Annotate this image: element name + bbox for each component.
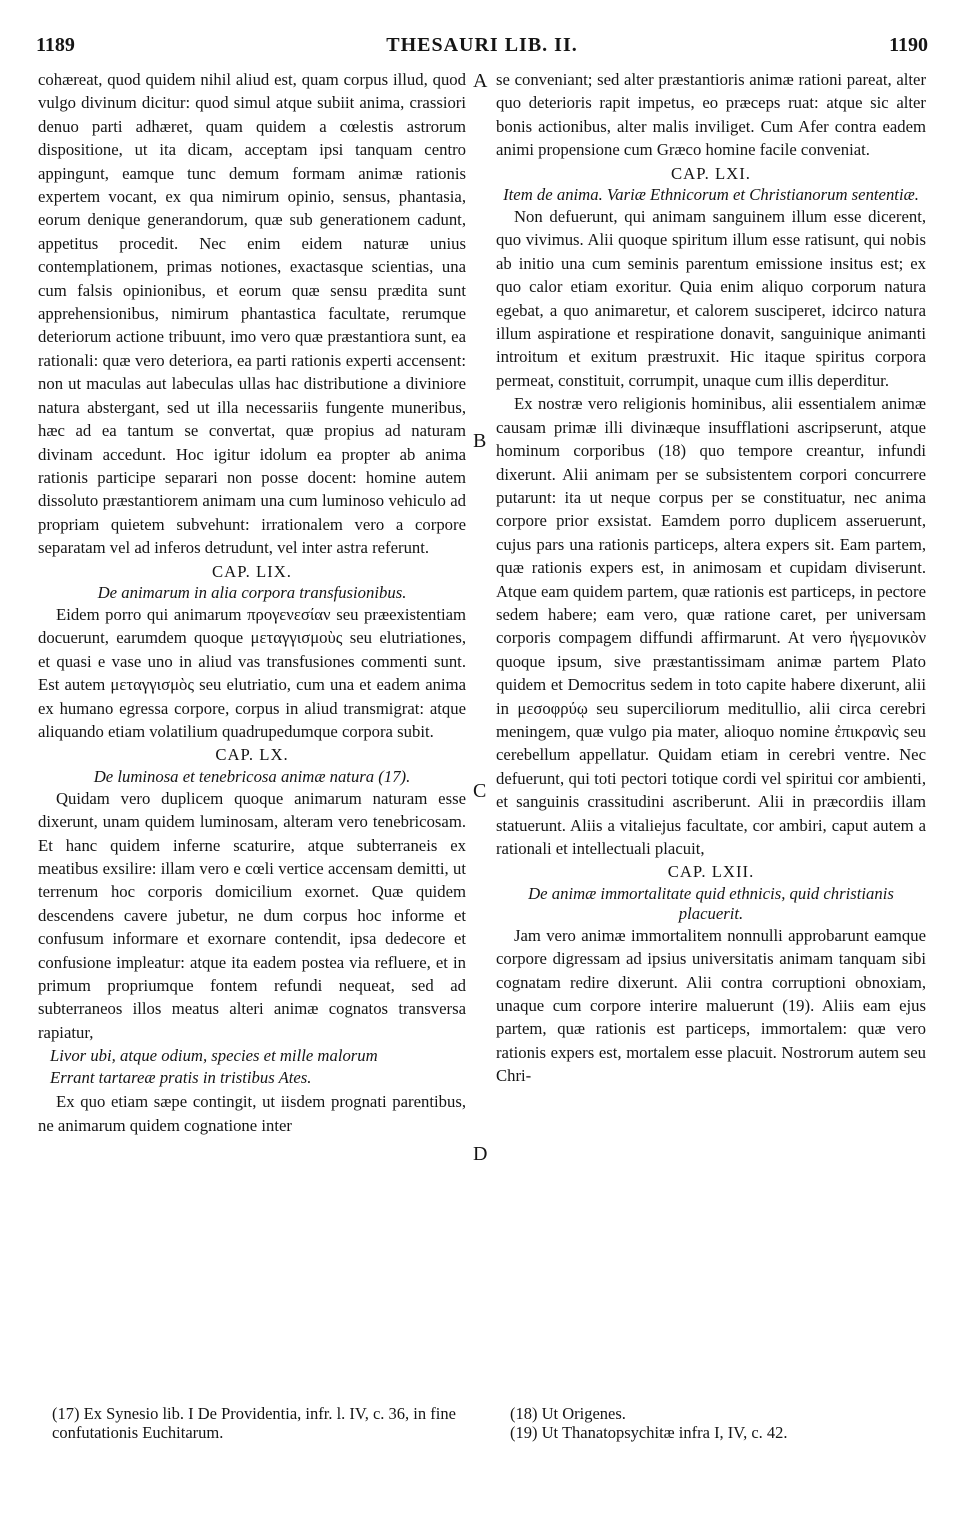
column-marker-d: D	[473, 1143, 488, 1165]
chapter-title-60: De luminosa et tenebricosa animæ natura (17).	[93, 766, 411, 786]
paragraph: Eidem porro qui animarum προγενεσίαν seu præexistentiam docuerunt, earumdem quoque μεταγγισμοὺς seu elutriationes, et quasi e vase uno in aliud vas transfusiones commenti sunt. Est autem μεταγγισμὸς seu elutriatio, cum una et eadem anima ex humano egressa corpore, corpus in aliud transmigrat: atque aliquando etiam volatilium quadrupedumque corpora subit.	[38, 604, 466, 741]
paragraph: Ex quo etiam sæpe contingit, ut iisdem prognati parentibus, ne animarum quidem cognatione inter	[38, 1092, 466, 1135]
paragraph: Jam vero animæ immortalitem nonnulli approbarunt eamque corpore digressam ad ipsius universitatis animam tanquam sibi cognatam redire dixerunt. Alii contra corruptioni obnoxiam, unaque cum corpore interire maluerunt (19). Aliis eam ejus partem, quæ rationis est particeps, immortalem: quæ vero rationis expers est, mortalem esse placuit. Nostrorum autem seu Chri-	[496, 925, 926, 1086]
verse-line: Errant tartareæ pratis in tristibus Ates.	[50, 1068, 312, 1088]
chapter-heading-60: CAP. LX.	[215, 745, 289, 765]
paragraph: Ex nostræ vero religionis hominibus, alii essentialem animæ causam primæ illi divinæque insufflationi ascripserunt, atque hominum corporibus (18) quo tempore creantur, infundi dixerunt. Alii animam per se subsistentem corpori concurrere putarunt: ita ut neque corpus per se constituatur, nec anima corpore prior exsistat. Eamdem porro duplicem asseruerunt, cujus pars una rationis particeps, altera expers sit. Eam partem, quæ rationis expers est, in animosam et cupidam diviserunt. Atque eam quidem partem, quæ rationis est particeps, in pectore sedem habere; eam vero, quæ ratione caret, per universam corporis compagem diffundi affirmarunt. At vero ἡγεμονικὸν quoque ipsum, sive præstantissimam animæ partem Plato quidem et Democritus sedem in toto capite habere dixerunt, alii in μεσοφρύῳ seu superciliorum meditullio, alii circa cerebri meningem, quæ vulgo pia mater, alioquo nomine ἐπικρανὶς seu cerebellum appellatur. Quidam etiam in cerebri ventre. Nec defuerunt, qui toti pectori totique cordi vel spiritui cor ambienti, et sanguinis crassitudini ascriberunt. Alii in præcordiis illam statuerunt. Aliis a vitaliejus facultate, cor ambiri, caput autem a rationali et intellectuali placuit,	[496, 394, 926, 858]
chapter-title-59: De animarum in alia corpora transfusionibus.	[97, 582, 407, 602]
paragraph: Quidam vero duplicem quoque animarum naturam esse dixerunt, unam quidem luminosam, alteram vero tenebricosam. Et hanc quidem inferne scaturire, atque subterraneis ex meatibus exsilire: illam vero e cœli vertice accensam demitti, ut terrenum hoc corporis domicilium exornet. Quæ quidem descendens cavere jubetur, ne dum corpus hoc informe et confusum informare et exornare contendit, ipsa dedecore et confusione impleatur: atque ita eadem postea via refluere, et in primum propriumque fontem refundi nequeat, sed ad subterraneos illos meatus alteri animæ cognatos transversa rapiatur,	[38, 788, 466, 1042]
column-marker-b: B	[473, 430, 487, 452]
running-title: THESAURI LIB. II.	[386, 34, 578, 56]
left-column	[38, 68, 466, 1137]
footnotes-left	[52, 1404, 472, 1442]
column-marker-c: C	[473, 780, 487, 802]
chapter-title-62: De animæ immortalitate quid ethnicis, quid christianis placuerit.	[528, 883, 894, 923]
chapter-title-61: Item de anima. Variæ Ethnicorum et Christianorum sententiæ.	[503, 185, 919, 205]
paragraph: cohæreat, quod quidem nihil aliud est, quam corpus illud, quod vulgo divinum dicitur: quod simul atque subiit anima, crassiori denuo parti adhæret, quam quidem a cœlestis astrorum dispositione, ut ita dicam, acceptam ipsi tanquam centro appingunt, eamque tunc demum formam animæ rationis expertem vocant, ex qua nimirum opinio, sensus, phantasia, eorum denique generandorum, quæ sub generationem cadunt, appetitus procedit. Nec enim eidem naturæ unius contemplationem, primas notiones, exactasque scientias, una cum falsis opinionibus, et eorum quæ sensu prædita sunt apprehensionibus, nimirum phantastica facultate, rerumque deteriorum actione tribuunt, imo vero quæ præstantiora sunt, ea rationali: quæ vero deteriora, ea parti rationis experti accensent: non ut maculas aut labeculas ullas hac distributione a diviniore natura abstergant, sed ut illa necessariis fungente muneribus, hæc ad ea tantum se convertat, quæ propius ad naturam divinam accedunt. Hoc igitur idolum ea propter ab anima rationis participe separari non posse docent: homine autem dissoluto præstantiorem animam una cum luminoso vehiculo ad propriam quietem subvehunt: irrationalem vero a corpore separatam vel ad inferos detrudunt, vel inter astra referunt.	[38, 70, 466, 558]
page-number-left: 1189	[36, 34, 75, 56]
paragraph: se conveniant; sed alter præstantioris animæ rationi pareat, alter quo deterioris rapit impetus, eo præceps ruat: atque sic alter bonis actionibus, alter malis inviliget. Cum Afer contra eadem animi propensione cum Græco homine facile conveniat.	[496, 70, 926, 160]
column-marker-a: A	[473, 70, 488, 92]
chapter-heading-61: CAP. LXI.	[671, 163, 751, 183]
footnote-18: (18) Ut Origenes.	[510, 1404, 626, 1423]
footnote-19: (19) Ut Thanatopsychitæ infra I, IV, c. 42.	[510, 1423, 788, 1442]
paragraph: Non defuerunt, qui animam sanguinem illum esse dicerent, quo vivimus. Alii quoque spiritum illum esse ratisunt, qui nobis ab initio una cum seminis parentum emissione insitus est; ex quo calor etiam exoritur. Quia enim aliquo corporum natura egebat, a quo animaretur, et calorem susciperet, idcirco natura illum aspiratione et respiratione donavit, sanguinique animanti introitum et exitum præstruxit. Hic itaque spiritus corpora permeat, constituit, corrumpit, unaque cum illis deperditur.	[496, 207, 926, 390]
page-header	[36, 34, 928, 58]
chapter-heading-59: CAP. LIX.	[212, 561, 292, 581]
right-column	[496, 68, 926, 1088]
chapter-heading-62: CAP. LXII.	[667, 862, 755, 882]
verse-line: Livor ubi, atque odium, species et mille malorum	[50, 1046, 378, 1066]
footnote-17: (17) Ex Synesio lib. I De Providentia, infr. l. IV, c. 36, in fine confutationis Euchitarum.	[52, 1404, 456, 1442]
footnotes-right	[510, 1404, 930, 1442]
page-number-right: 1190	[889, 34, 928, 56]
